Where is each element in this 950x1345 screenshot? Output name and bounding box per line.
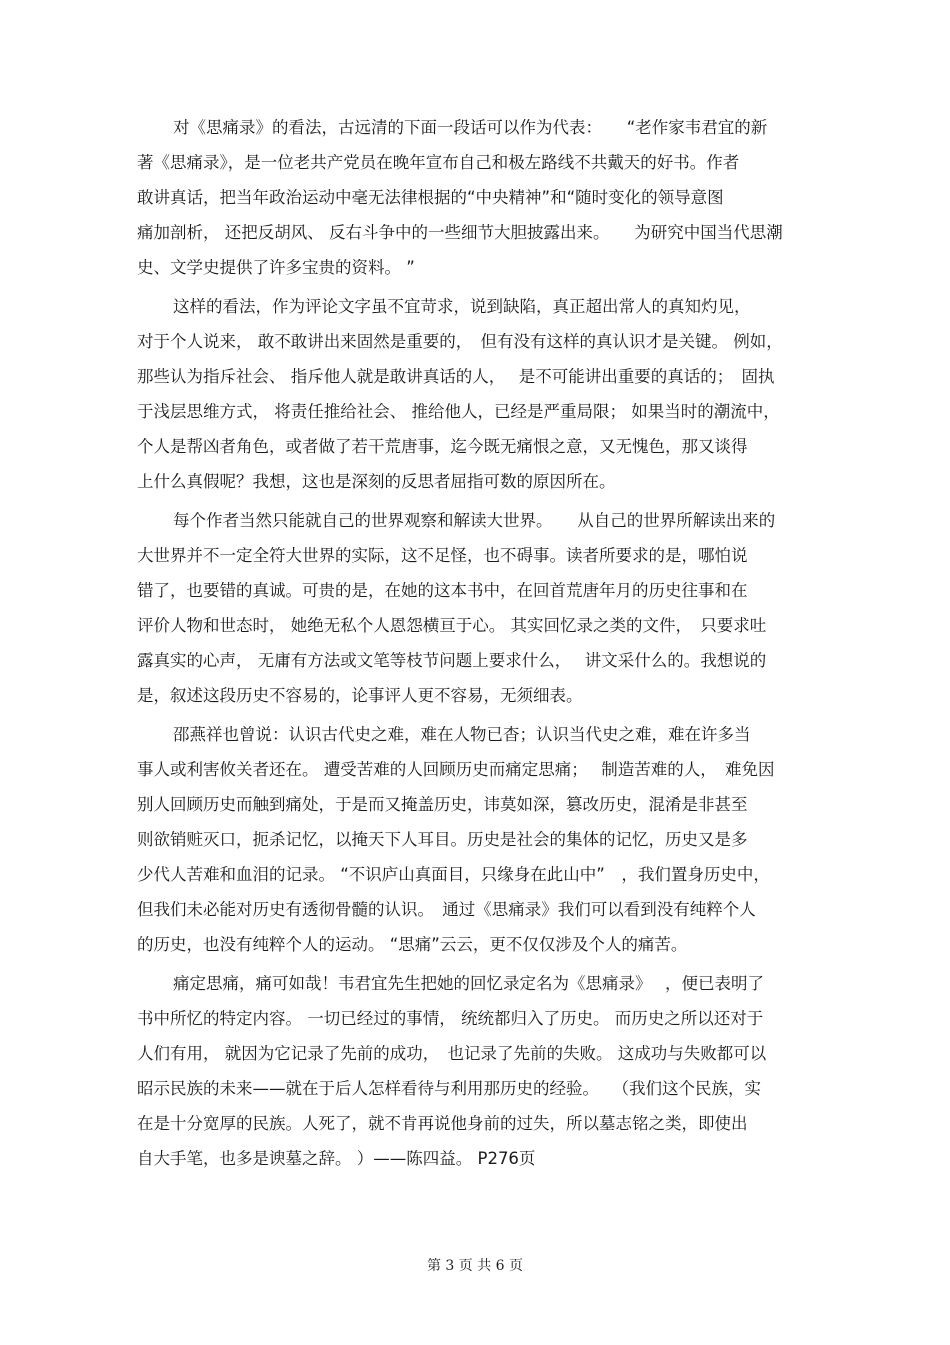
text-line: 错了，也要错的真诚。可贵的是，在她的这本书中，在回首荒唐年月的历史往事和在 <box>137 581 748 600</box>
text-line: 昭示民族的未来——就在于后人怎样看待与利用那历史的经验。 （我们这个民族，实 <box>137 1079 761 1098</box>
text-line: 史、文学史提供了许多宝贵的资料。 ” <box>137 258 415 277</box>
paragraph <box>137 966 837 1176</box>
text-line: 痛定思痛，痛可如哉！韦君宜先生把她的回忆录定名为《思痛录》 ，便已表明了 <box>173 974 764 993</box>
text-line: 这样的看法，作为评论文字虽不宜苛求，说到缺陷，真正超出常人的真知灼见， <box>173 297 751 316</box>
paragraph <box>137 717 837 962</box>
paragraph <box>137 110 837 285</box>
text-line: 事人或利害攸关者还在。 遭受苦难的人回顾历史而痛定思痛； 制造苦难的人， 难免因 <box>137 760 775 779</box>
page-footer: 第 3 页 共 6 页 <box>426 1258 524 1274</box>
text-line: 痛加剖析， 还把反胡风、 反右斗争中的一些细节大胆披露出来。 为研究中国当代思潮 <box>137 223 783 242</box>
text-line: 对《思痛录》的看法，古远清的下面一段话可以作为代表： “老作家韦君宜的新 <box>173 118 768 137</box>
text-line: 上什么真假呢？我想，这也是深刻的反思者屈指可数的原因所在。 <box>137 472 616 491</box>
text-line: 是，叙述这段历史不容易的，论事评人更不容易，无须细表。 <box>137 686 583 705</box>
text-line: 著《思痛录》，是一位老共产党员在晚年宣布自己和极左路线不共戴天的好书。作者 <box>137 153 740 172</box>
text-line: 于浅层思维方式， 将责任推给社会、 推给他人，已经是严重局限； 如果当时的潮流中， <box>137 402 780 421</box>
text-line: 每个作者当然只能就自己的世界观察和解读大世界。 从自己的世界所解读出来的 <box>173 511 776 530</box>
text-line: 人们有用， 就因为它记录了先前的成功， 也记录了先前的失败。 这成功与失败都可以 <box>137 1044 767 1063</box>
text-line: 评价人物和世态时， 她绝无私个人恩怨横亘于心。 其实回忆录之类的文件， 只要求吐 <box>137 616 767 635</box>
text-line: 邵燕祥也曾说：认识古代史之难，难在人物已杳；认识当代史之难，难在许多当 <box>173 725 751 744</box>
text-line: 在是十分宽厚的民族。人死了，就不肯再说他身前的过失，所以墓志铭之类，即使出 <box>137 1114 748 1133</box>
text-line: 大世界并不一定全符大世界的实际，这不足怪，也不碍事。读者所要求的是，哪怕说 <box>137 546 748 565</box>
text-line: 少代人苦难和血泪的记录。 “不识庐山真面目，只缘身在此山中” ，我们置身历史中， <box>137 865 770 884</box>
text-line: 对于个人说来， 敢不敢讲出来固然是重要的， 但有没有这样的真认识才是关键。 例如， <box>137 332 783 351</box>
paragraph <box>137 289 837 499</box>
text-line: 书中所忆的特定内容。 一切已经过的事情， 统统都归入了历史。 而历史之所以还对于 <box>137 1009 764 1028</box>
text-line: 的历史，也没有纯粹个人的运动。 “思痛”云云，更不仅仅涉及个人的痛苦。 <box>137 935 688 954</box>
body-text <box>137 110 837 1180</box>
text-line: 敢讲真话，把当年政治运动中毫无法律根据的“中央精神”和“随时变化的领导意图 <box>137 188 724 207</box>
text-line: 那些认为指斥社会、 指斥他人就是敢讲真话的人， 是不可能讲出重要的真话的； 固执 <box>137 367 775 386</box>
paragraph <box>137 503 837 713</box>
text-line: 自大手笔，也多是谀墓之辞。 ）——陈四益。 P276页 <box>137 1149 536 1168</box>
text-line: 但我们未必能对历史有透彻骨髓的认识。 通过《思痛录》我们可以看到没有纯粹个人 <box>137 900 756 919</box>
text-line: 露真实的心声， 无庸有方法或文笔等枝节问题上要求什么， 讲文采什么的。我想说的 <box>137 651 767 670</box>
text-line: 别人回顾历史而触到痛处，于是而又掩盖历史，讳莫如深，篡改历史，混淆是非甚至 <box>137 795 748 814</box>
text-line: 个人是帮凶者角色，或者做了若干荒唐事，迄今既无痛恨之意，又无愧色，那又谈得 <box>137 437 748 456</box>
text-line: 则欲销赃灭口，扼杀记忆，以掩天下人耳目。历史是社会的集体的记忆，历史又是多 <box>137 830 748 849</box>
